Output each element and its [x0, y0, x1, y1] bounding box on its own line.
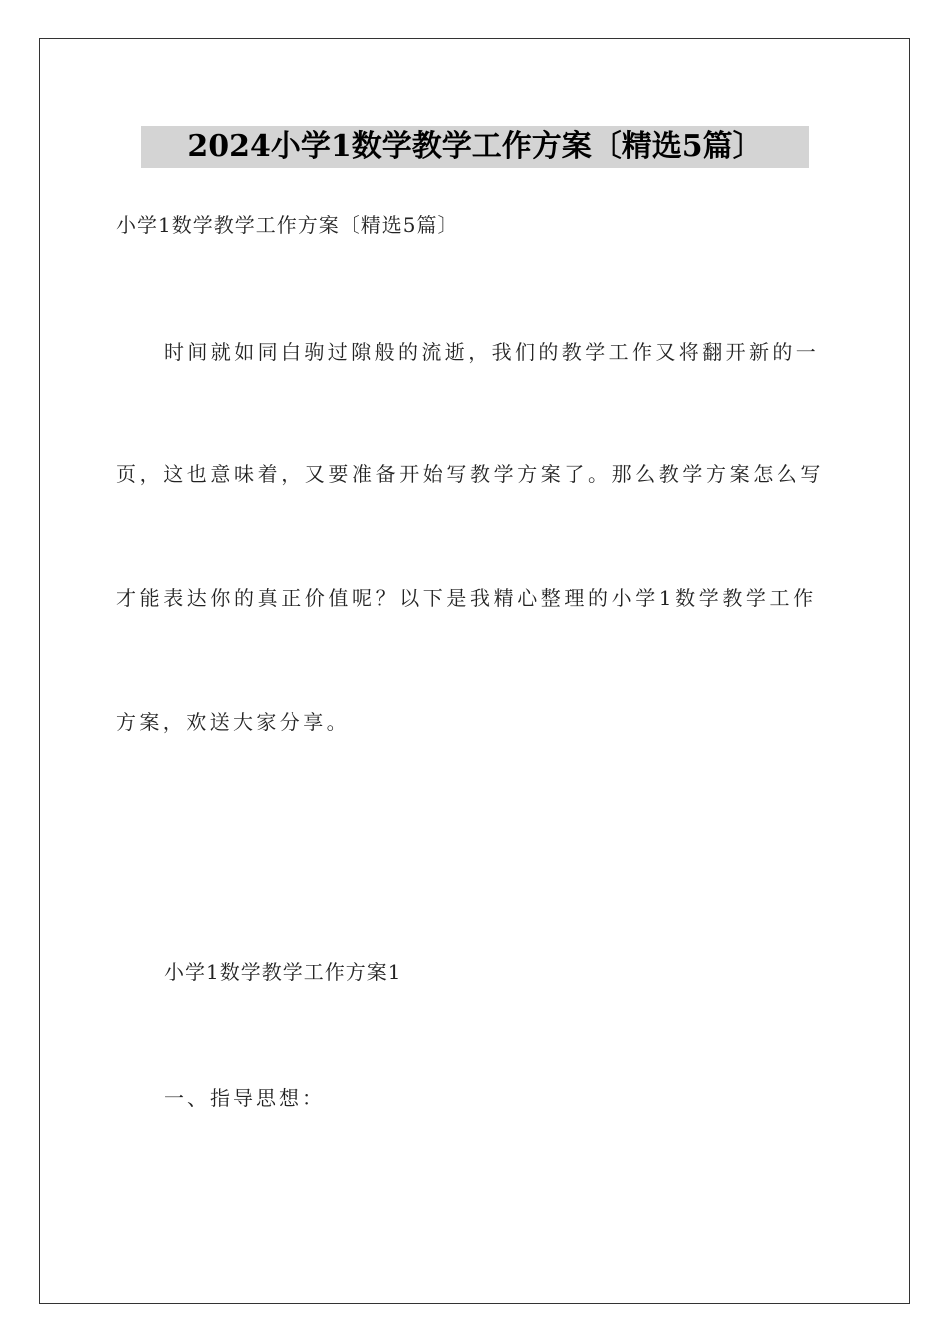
document-subtitle: 小学1数学教学工作方案〔精选5篇〕	[116, 213, 459, 237]
intro-paragraph-line-4: 方案，欢送大家分享。	[116, 710, 350, 734]
intro-paragraph-line-3: 才能表达你的真正价值呢？以下是我精心整理的小学1数学教学工作	[116, 586, 817, 610]
intro-paragraph-line-2: 页，这也意味着，又要准备开始写教学方案了。那么教学方案怎么写	[116, 462, 824, 486]
intro-paragraph-line-1: 时间就如同白驹过隙般的流逝，我们的教学工作又将翻开新的一	[164, 340, 820, 364]
document-title: 2024小学1数学教学工作方案〔精选5篇〕	[141, 126, 809, 168]
section-heading: 一、指导思想：	[164, 1086, 325, 1110]
section-title: 小学1数学教学工作方案1	[164, 960, 402, 984]
